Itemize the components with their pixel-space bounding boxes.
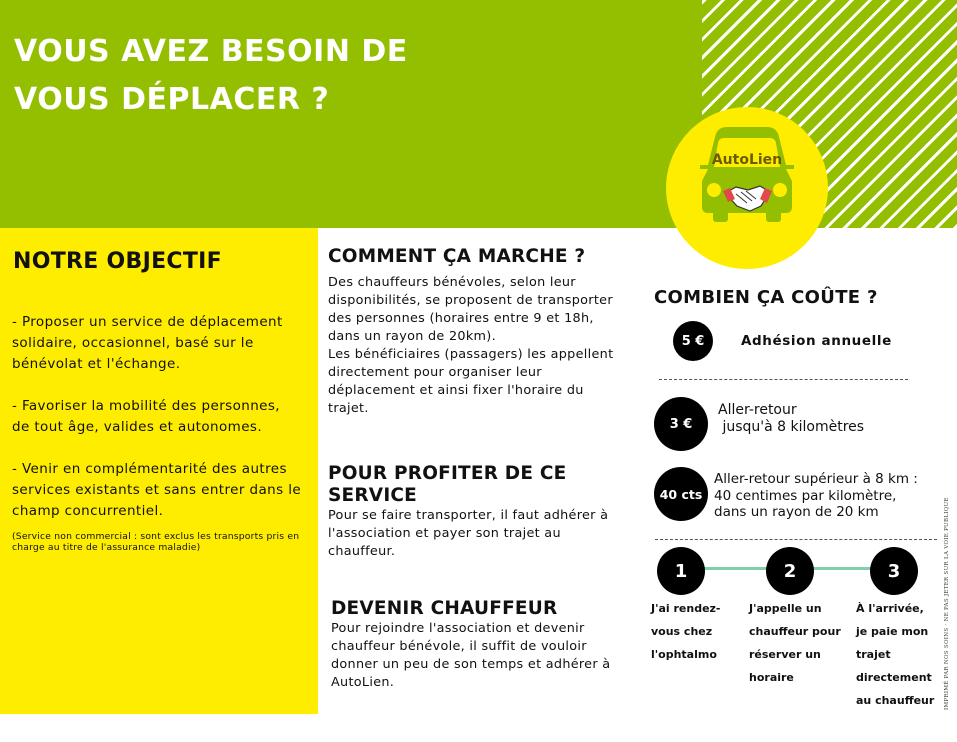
step-number: 1 (657, 547, 705, 595)
step-number: 2 (766, 547, 814, 595)
profit-title: POUR PROFITER DE CE SERVICE (328, 463, 567, 506)
how-section (328, 246, 628, 418)
objective-panel (0, 228, 318, 714)
car-icon (666, 107, 828, 269)
step-number: 3 (870, 547, 918, 595)
logo-text: AutoLien (711, 152, 783, 168)
driver-title: DEVENIR CHAUFFEUR (331, 598, 558, 619)
price-badge: 5 € (673, 321, 713, 361)
objective-title: NOTRE OBJECTIF (13, 249, 222, 274)
price-label: Adhésion annuelle (741, 333, 892, 349)
driver-section (331, 598, 631, 692)
main-title: VOUS AVEZ BESOIN DE VOUS DÉPLACER ? (14, 34, 408, 117)
objective-item: - Venir en complémentarité des autres services existants et sans entrer dans le champ concurrentiel. (12, 461, 302, 519)
objective-item: - Proposer un service de déplacement solidaire, occasionnel, basé sur le bénévolat et l'échange. (12, 314, 283, 372)
how-text: Des chauffeurs bénévoles, selon leur disponibilités, se proposent de transporter des personnes (horaires entre 9 et 18h, dans un rayon de 20km). Les bénéficiaires (passagers) les appellent directement pour organiser leur déplacement et ainsi fixer l'horaire du trajet. (328, 275, 614, 416)
how-title: COMMENT ÇA MARCHE ? (328, 246, 586, 267)
driver-text: Pour rejoindre l'association et devenir chauffeur bénévole, il suffit de vouloir donner un peu de son temps et adhérer à AutoLien. (331, 621, 611, 690)
print-notice: IMPRIMÉ PAR NOS SOINS · NE PAS JETER SUR LA VOIE PUBLIQUE (944, 497, 950, 710)
price-label: Aller-retour supérieur à 8 km : 40 centimes par kilomètre, dans un rayon de 20 km (714, 471, 918, 520)
objective-note: (Service non commercial : sont exclus les transports pris en charge au titre de l'assurance maladie) (12, 531, 300, 553)
cost-title: COMBIEN ÇA COÛTE ? (654, 287, 878, 308)
profit-section (328, 463, 628, 561)
step-text: J'ai rendez- vous chez l'ophtalmo (651, 602, 721, 661)
objective-list (12, 312, 302, 553)
divider (655, 539, 937, 540)
step-text: J'appelle un chauffeur pour réserver un horaire (749, 602, 841, 684)
divider (659, 379, 908, 380)
price-badge: 3 € (654, 397, 708, 451)
price-label: Aller-retour jusqu'à 8 kilomètres (718, 402, 865, 435)
profit-text: Pour se faire transporter, il faut adhérer à l'association et payer son trajet au chauffeur. (328, 508, 609, 559)
autolien-logo (666, 107, 828, 269)
price-badge: 40 cts (654, 467, 708, 521)
step-text: À l'arrivée, je paie mon trajet directement au chauffeur (856, 602, 935, 707)
objective-item: - Favoriser la mobilité des personnes, de tout âge, valides et autonomes. (12, 398, 280, 435)
